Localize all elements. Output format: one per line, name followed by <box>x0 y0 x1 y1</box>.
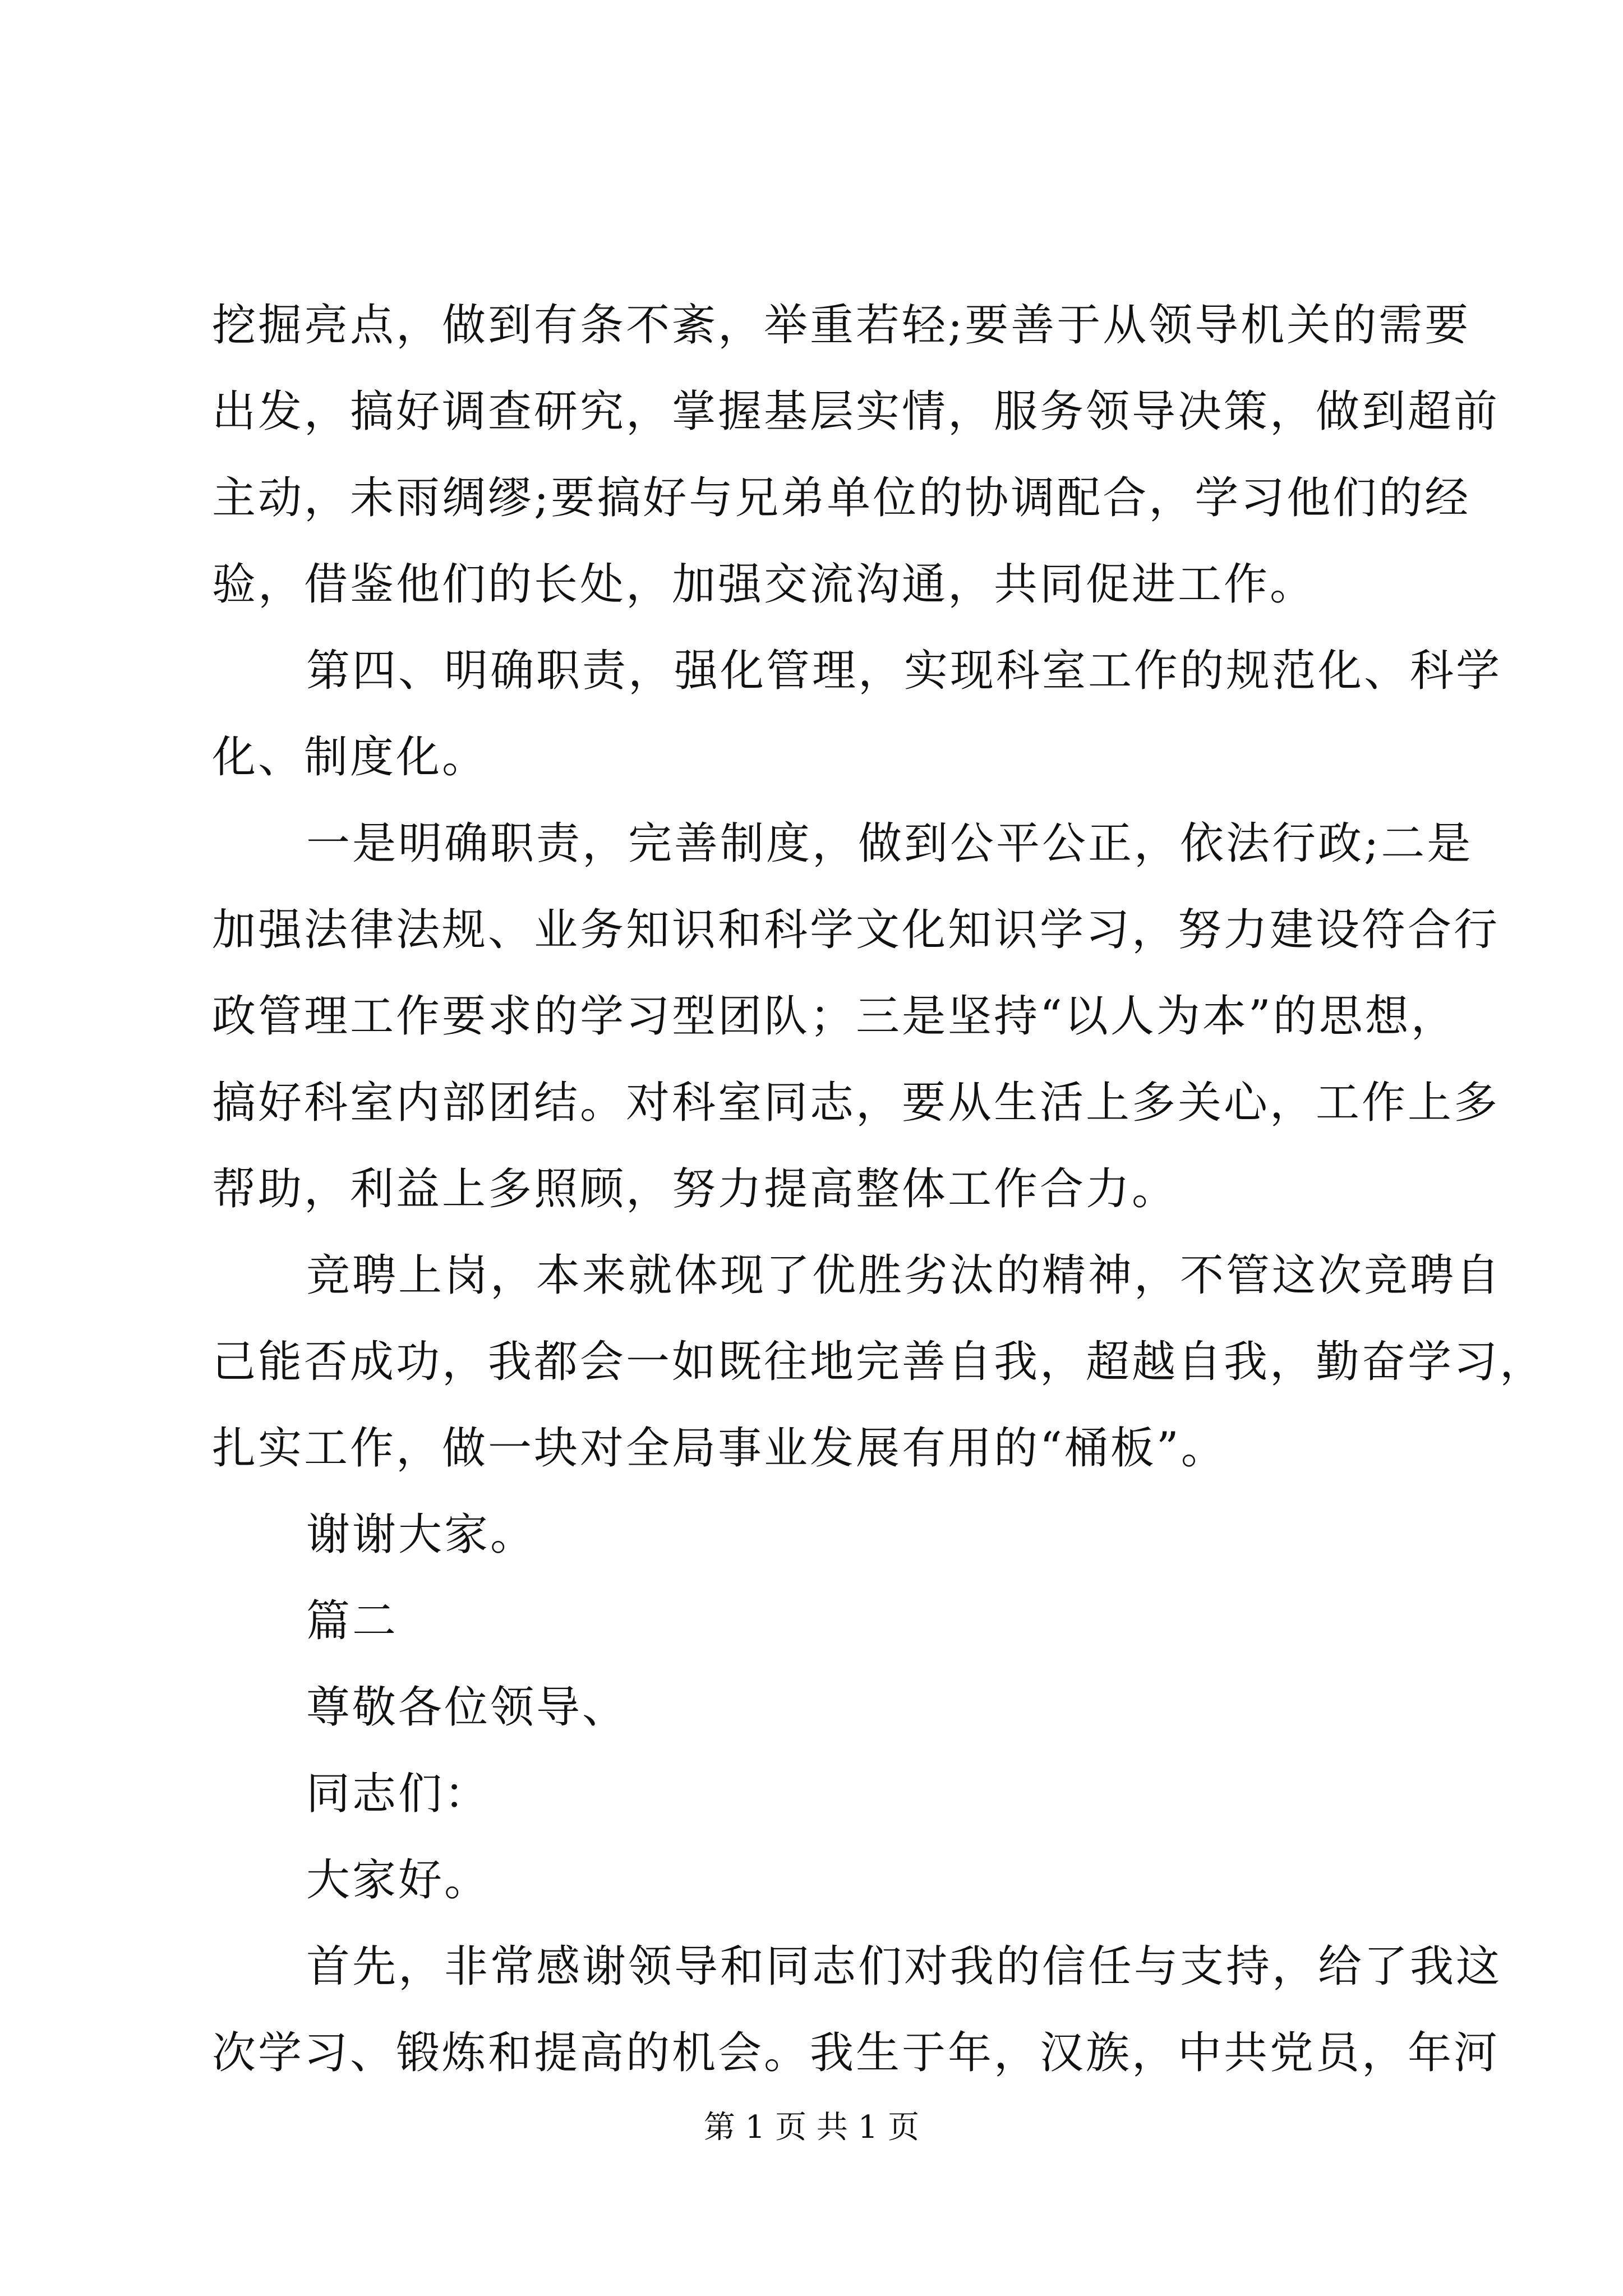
text-line: 谢谢大家。 <box>306 1510 537 1560</box>
text-line: 首先，非常感谢领导和同志们对我的信任与支持，给了我这 <box>306 1941 1502 1992</box>
text-line: 帮助，利益上多照顾，努力提高整体工作合力。 <box>212 1164 1178 1214</box>
text-line: 主动，未雨绸缪;要搞好与兄弟单位的协调配合，学习他们的经 <box>212 473 1471 523</box>
text-line: 出发，搞好调查研究，掌握基层实情，服务领导决策，做到超前 <box>212 386 1500 437</box>
text-line: 化、制度化。 <box>212 732 488 783</box>
text-line: 挖掘亮点，做到有条不紊，举重若轻;要善于从领导机关的需要 <box>212 300 1471 351</box>
text-line: 己能否成功，我都会一如既往地完善自我，超越自我，勤奋学习， <box>212 1337 1546 1387</box>
text-line: 扎实工作，做一块对全局事业发展有用的“桶板”。 <box>212 1423 1227 1474</box>
text-line: 次学习、锻炼和提高的机会。我生于年，汉族，中共党员，年河 <box>212 2028 1500 2078</box>
text-line: 加强法律法规、业务知识和科学文化知识学习，努力建设符合行 <box>212 905 1500 955</box>
section-heading: 篇二 <box>306 1596 399 1646</box>
text-line: 竞聘上岗，本来就体现了优胜劣汰的精神，不管这次竞聘自 <box>306 1250 1502 1301</box>
text-line: 一是明确职责，完善制度，做到公平公正，依法行政;二是 <box>306 818 1473 869</box>
text-line: 搞好科室内部团结。对科室同志，要从生活上多关心，工作上多 <box>212 1078 1500 1128</box>
salutation-line: 同志们： <box>306 1769 491 1819</box>
salutation-line: 尊敬各位领导、 <box>306 1682 629 1733</box>
page-number-footer: 第 1 页 共 1 页 <box>703 2109 920 2146</box>
text-line: 政管理工作要求的学习型团队；三是坚持“以人为本”的思想， <box>212 991 1457 1042</box>
text-line: 验，借鉴他们的长处，加强交流沟通，共同促进工作。 <box>212 559 1316 610</box>
greeting-line: 大家好。 <box>306 1855 491 1906</box>
text-line: 第四、明确职责，强化管理，实现科室工作的规范化、科学 <box>306 646 1502 696</box>
